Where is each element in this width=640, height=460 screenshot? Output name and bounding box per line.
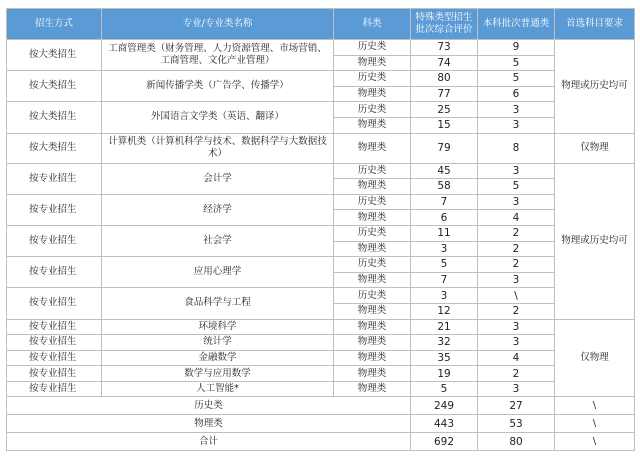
regular-batch-cell: 4 xyxy=(478,350,555,366)
table-row xyxy=(7,366,635,382)
regular-batch-cell: 2 xyxy=(478,225,555,241)
special-batch-cell: 3 xyxy=(411,288,478,304)
subject-requirement-cell: 物理或历史均可 xyxy=(555,163,635,319)
regular-batch-cell: 3 xyxy=(478,163,555,179)
regular-batch-cell: 8 xyxy=(478,133,555,163)
regular-batch-cell: 4 xyxy=(478,210,555,226)
special-batch-cell: 25 xyxy=(411,102,478,118)
regular-batch-cell: 3 xyxy=(478,335,555,351)
special-batch-cell: 32 xyxy=(411,335,478,351)
regular-batch-cell: 5 xyxy=(478,55,555,71)
regular-batch-cell: 5 xyxy=(478,179,555,195)
total-special-cell: 249 xyxy=(411,397,478,415)
header-subject-requirement: 首选科目要求 xyxy=(555,9,635,40)
special-batch-cell: 5 xyxy=(411,381,478,397)
total-special-cell: 692 xyxy=(411,433,478,451)
subject-category-cell: 历史类 xyxy=(334,102,411,118)
special-batch-cell: 45 xyxy=(411,163,478,179)
subject-category-cell: 物理类 xyxy=(334,55,411,71)
subject-category-cell: 历史类 xyxy=(334,40,411,56)
subject-requirement-cell: 物理或历史均可 xyxy=(555,40,635,134)
major-name-cell: 统计学 xyxy=(102,335,334,351)
total-regular-cell: 80 xyxy=(478,433,555,451)
major-name-cell: 人工智能* xyxy=(102,381,334,397)
major-name-cell: 工商管理类（财务管理、人力资源管理、市场营销、工商管理、文化产业管理） xyxy=(102,40,334,71)
header-major-name: 专业/专业类名称 xyxy=(102,9,334,40)
table-row xyxy=(7,319,635,335)
header-regular-batch: 本科批次普通类 xyxy=(478,9,555,40)
admission-mode-cell: 按专业招生 xyxy=(7,288,102,319)
regular-batch-cell: 2 xyxy=(478,241,555,257)
regular-batch-cell: 2 xyxy=(478,303,555,319)
admission-mode-cell: 按专业招生 xyxy=(7,163,102,194)
total-label-cell: 物理类 xyxy=(7,415,411,433)
total-label-cell: 历史类 xyxy=(7,397,411,415)
subject-category-cell: 物理类 xyxy=(334,133,411,163)
major-name-cell: 经济学 xyxy=(102,194,334,225)
major-name-cell: 食品科学与工程 xyxy=(102,288,334,319)
special-batch-cell: 15 xyxy=(411,117,478,133)
table-row xyxy=(7,102,635,118)
admission-mode-cell: 按专业招生 xyxy=(7,350,102,366)
special-batch-cell: 80 xyxy=(411,71,478,87)
table-row xyxy=(7,257,635,273)
admission-mode-cell: 按大类招生 xyxy=(7,133,102,163)
total-regular-cell: 53 xyxy=(478,415,555,433)
subject-category-cell: 物理类 xyxy=(334,179,411,195)
subject-category-cell: 历史类 xyxy=(334,71,411,87)
subject-category-cell: 物理类 xyxy=(334,272,411,288)
table-row xyxy=(7,350,635,366)
regular-batch-cell: 6 xyxy=(478,86,555,102)
regular-batch-cell: 3 xyxy=(478,381,555,397)
admission-mode-cell: 按专业招生 xyxy=(7,257,102,288)
subject-requirement-cell: 仅物理 xyxy=(555,319,635,397)
subject-category-cell: 物理类 xyxy=(334,117,411,133)
special-batch-cell: 35 xyxy=(411,350,478,366)
major-name-cell: 外国语言文学类（英语、翻译） xyxy=(102,102,334,133)
total-regular-cell: 27 xyxy=(478,397,555,415)
regular-batch-cell: 2 xyxy=(478,366,555,382)
special-batch-cell: 7 xyxy=(411,194,478,210)
admission-mode-cell: 按大类招生 xyxy=(7,71,102,102)
table-row xyxy=(7,335,635,351)
subject-category-cell: 物理类 xyxy=(334,366,411,382)
total-special-cell: 443 xyxy=(411,415,478,433)
major-name-cell: 金融数学 xyxy=(102,350,334,366)
table-row xyxy=(7,381,635,397)
total-requirement-cell: \ xyxy=(555,397,635,415)
header-subject-category: 科类 xyxy=(334,9,411,40)
special-batch-cell: 12 xyxy=(411,303,478,319)
subject-category-cell: 物理类 xyxy=(334,335,411,351)
table-row xyxy=(7,133,635,163)
subject-category-cell: 物理类 xyxy=(334,210,411,226)
regular-batch-cell: 3 xyxy=(478,319,555,335)
subject-category-cell: 历史类 xyxy=(334,225,411,241)
admission-mode-cell: 按专业招生 xyxy=(7,319,102,335)
special-batch-cell: 21 xyxy=(411,319,478,335)
special-batch-cell: 3 xyxy=(411,241,478,257)
special-batch-cell: 74 xyxy=(411,55,478,71)
total-requirement-cell: \ xyxy=(555,415,635,433)
special-batch-cell: 5 xyxy=(411,257,478,273)
subject-category-cell: 历史类 xyxy=(334,194,411,210)
admission-mode-cell: 按专业招生 xyxy=(7,225,102,256)
admission-mode-cell: 按专业招生 xyxy=(7,381,102,397)
special-batch-cell: 73 xyxy=(411,40,478,56)
major-name-cell: 会计学 xyxy=(102,163,334,194)
special-batch-cell: 6 xyxy=(411,210,478,226)
subject-category-cell: 物理类 xyxy=(334,241,411,257)
subject-category-cell: 历史类 xyxy=(334,288,411,304)
subject-category-cell: 历史类 xyxy=(334,163,411,179)
table-row xyxy=(7,225,635,241)
special-batch-cell: 77 xyxy=(411,86,478,102)
regular-batch-cell: 3 xyxy=(478,102,555,118)
admission-mode-cell: 按大类招生 xyxy=(7,102,102,133)
table-row xyxy=(7,40,635,56)
major-name-cell: 计算机类（计算机科学与技术、数据科学与大数据技术） xyxy=(102,133,334,163)
admission-mode-cell: 按专业招生 xyxy=(7,194,102,225)
total-label-cell: 合计 xyxy=(7,433,411,451)
major-name-cell: 数学与应用数学 xyxy=(102,366,334,382)
regular-batch-cell: 2 xyxy=(478,257,555,273)
total-requirement-cell: \ xyxy=(555,433,635,451)
subject-category-cell: 物理类 xyxy=(334,381,411,397)
special-batch-cell: 11 xyxy=(411,225,478,241)
enrollment-plan-table xyxy=(6,8,635,451)
total-row-physics xyxy=(7,415,635,433)
major-name-cell: 环境科学 xyxy=(102,319,334,335)
admission-mode-cell: 按专业招生 xyxy=(7,366,102,382)
regular-batch-cell: 3 xyxy=(478,194,555,210)
subject-requirement-cell: 仅物理 xyxy=(555,133,635,163)
major-name-cell: 新闻传播学类（广告学、传播学） xyxy=(102,71,334,102)
regular-batch-cell: \ xyxy=(478,288,555,304)
subject-category-cell: 物理类 xyxy=(334,319,411,335)
regular-batch-cell: 3 xyxy=(478,117,555,133)
special-batch-cell: 79 xyxy=(411,133,478,163)
subject-category-cell: 物理类 xyxy=(334,86,411,102)
header-admission-mode: 招生方式 xyxy=(7,9,102,40)
special-batch-cell: 19 xyxy=(411,366,478,382)
major-name-cell: 应用心理学 xyxy=(102,257,334,288)
special-batch-cell: 58 xyxy=(411,179,478,195)
table-row xyxy=(7,288,635,304)
total-row-sum xyxy=(7,433,635,451)
table-row xyxy=(7,71,635,87)
regular-batch-cell: 5 xyxy=(478,71,555,87)
table-header-row xyxy=(7,9,635,40)
regular-batch-cell: 9 xyxy=(478,40,555,56)
header-special-batch: 特殊类型招生批次综合评价 xyxy=(411,9,478,40)
table-row xyxy=(7,163,635,179)
admission-mode-cell: 按大类招生 xyxy=(7,40,102,71)
major-name-cell: 社会学 xyxy=(102,225,334,256)
regular-batch-cell: 3 xyxy=(478,272,555,288)
table-row xyxy=(7,194,635,210)
subject-category-cell: 物理类 xyxy=(334,350,411,366)
subject-category-cell: 物理类 xyxy=(334,303,411,319)
total-row-history xyxy=(7,397,635,415)
admission-mode-cell: 按专业招生 xyxy=(7,335,102,351)
subject-category-cell: 历史类 xyxy=(334,257,411,273)
special-batch-cell: 7 xyxy=(411,272,478,288)
